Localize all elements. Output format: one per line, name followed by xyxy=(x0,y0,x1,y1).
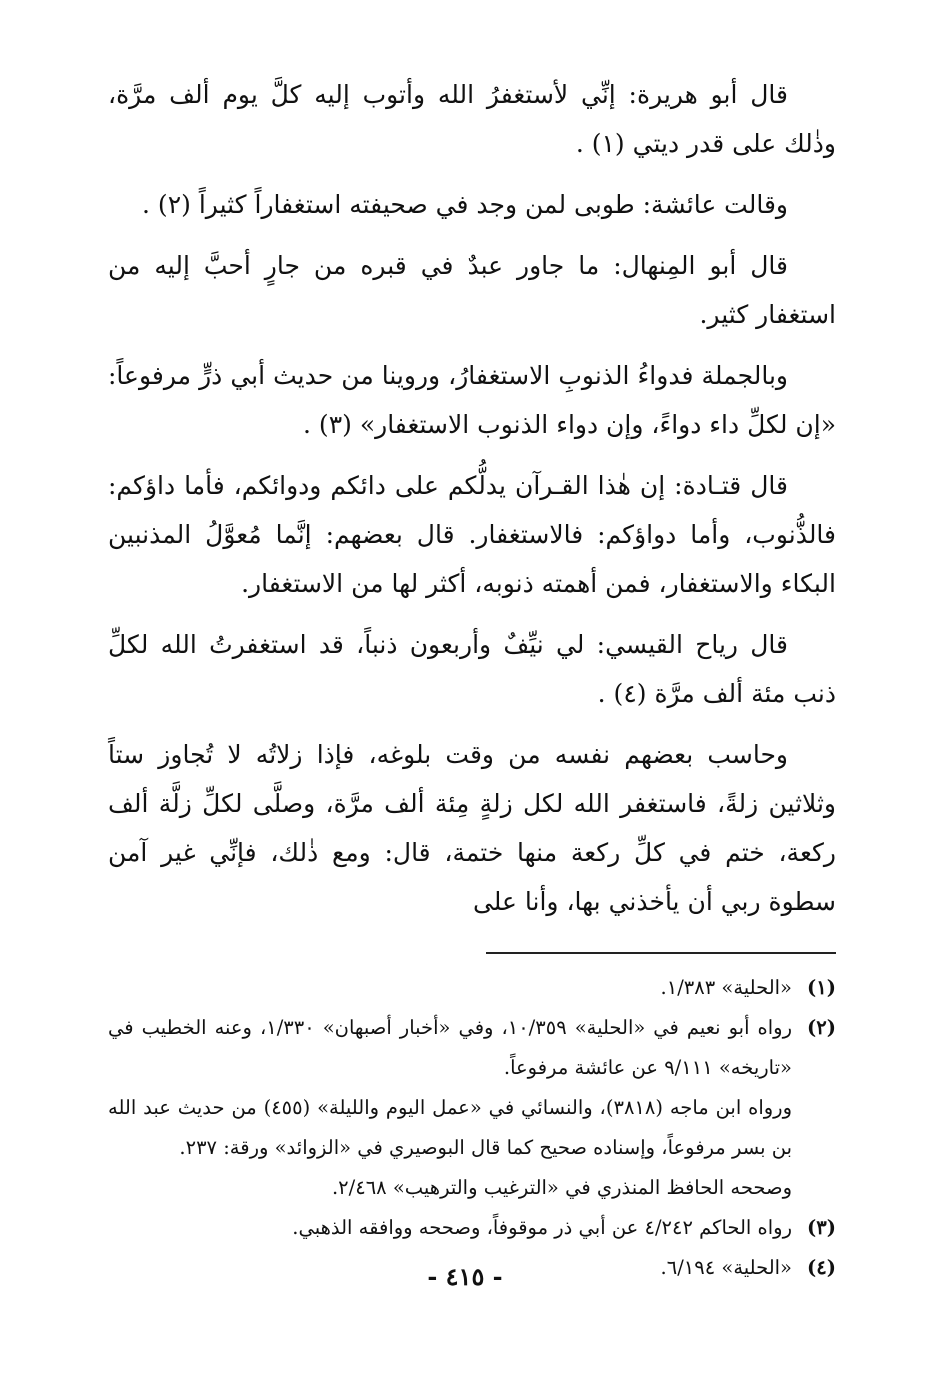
footnote-1 xyxy=(108,968,836,1008)
paragraph-riyah-al-qaysi: قال رياح القيسي: لي نيِّفٌ وأربعون ذنباً، قد استغفرتُ الله لكلِّ ذنب مئة ألف مرَّة (٤) . xyxy=(108,630,836,708)
paragraph-self-reckoning: وحاسب بعضهم نفسه من وقت بلوغه، فإذا زلاتُه لا تُجاوز ستاً وثلاثين زلةً، فاستغفر الله لكل زلةٍ مِئة ألف مرَّة، وصلَّى لكلِّ زلَّة ألف ركعة، ختم في كلِّ ركعة منها ختمة، قال: ومع ذٰلك، فإنِّي غير آمن سطوة ربي أن يأخذني بها، وأنا على xyxy=(108,740,836,916)
footnote-separator xyxy=(486,952,836,954)
footnote-number: (٢) xyxy=(807,1016,836,1039)
footnote-number: (٣) xyxy=(807,1216,836,1239)
body-text xyxy=(108,70,836,926)
footnote-number: (١) xyxy=(807,976,836,999)
footnote-2-continuation: ورواه ابن ماجه (٣٨١٨)، والنسائي في «عمل اليوم والليلة» (٤٥٥) من حديث عبد الله بن بسر مرفوعاً، وإسناده صحيح كما قال البوصيري في «الزوائد» ورقة: ٢٣٧. xyxy=(108,1096,793,1159)
page-content xyxy=(108,70,836,1288)
footnote-3 xyxy=(108,1208,836,1248)
paragraph-qatada: قال قتـادة: إن هٰذا القـرآن يدلُّكم على دائكم ودوائكم، فأما داؤكم: فالذُّنوب، وأما دواؤكم: فالاستغفار. قال بعضهم: إنَّما مُعوَّلُ المذنبين البكاء والاستغفار، فمن أهمته ذنوبه، أكثر لها من الاستغفار. xyxy=(108,471,836,598)
footnote-number: (٤) xyxy=(807,1256,836,1279)
footnote-text: «الحلية» ١/٣٨٣. xyxy=(660,976,792,999)
footnote-text: رواه الحاكم ٤/٢٤٢ عن أبي ذر موقوفاً، وصححه ووافقه الذهبي. xyxy=(292,1216,792,1239)
paragraph-abu-al-minhal: قال أبو المِنهال: ما جاور عبدٌ في قبره من جارٍ أحبَّ إليه من استغفار كثير. xyxy=(108,251,836,329)
paragraph-cure-of-sins: وبالجملة فدواءُ الذنوبِ الاستغفارُ، وروينا من حديث أبي ذرٍّ مرفوعاً: «إن لكلِّ داء دواءً، وإن دواء الذنوب الاستغفار» (٣) . xyxy=(108,361,836,439)
footnotes xyxy=(108,968,836,1288)
footnote-2 xyxy=(108,1008,836,1088)
footnote-text: رواه أبو نعيم في «الحلية» ١٠/٣٥٩، وفي «أخبار أصبهان» ١/٣٣٠، وعنه الخطيب في «تاريخه» ٩/١١١ عن عائشة مرفوعاً. xyxy=(108,1016,792,1079)
page-number: - ٤١٥ - xyxy=(427,1262,503,1291)
paragraph-abu-hurayra: قال أبو هريرة: إنِّي لأستغفرُ الله وأتوب إليه كلَّ يوم ألف مرَّة، وذٰلك على قدر ديتي (١) . xyxy=(108,80,836,158)
footnote-text: «الحلية» ٦/١٩٤. xyxy=(660,1256,792,1279)
footnote-2-continuation: وصححه الحافظ المنذري في «الترغيب والترهيب» ٢/٤٦٨. xyxy=(331,1176,792,1199)
paragraph-aisha: وقالت عائشة: طوبى لمن وجد في صحيفته استغفاراً كثيراً (٢) . xyxy=(142,190,788,219)
